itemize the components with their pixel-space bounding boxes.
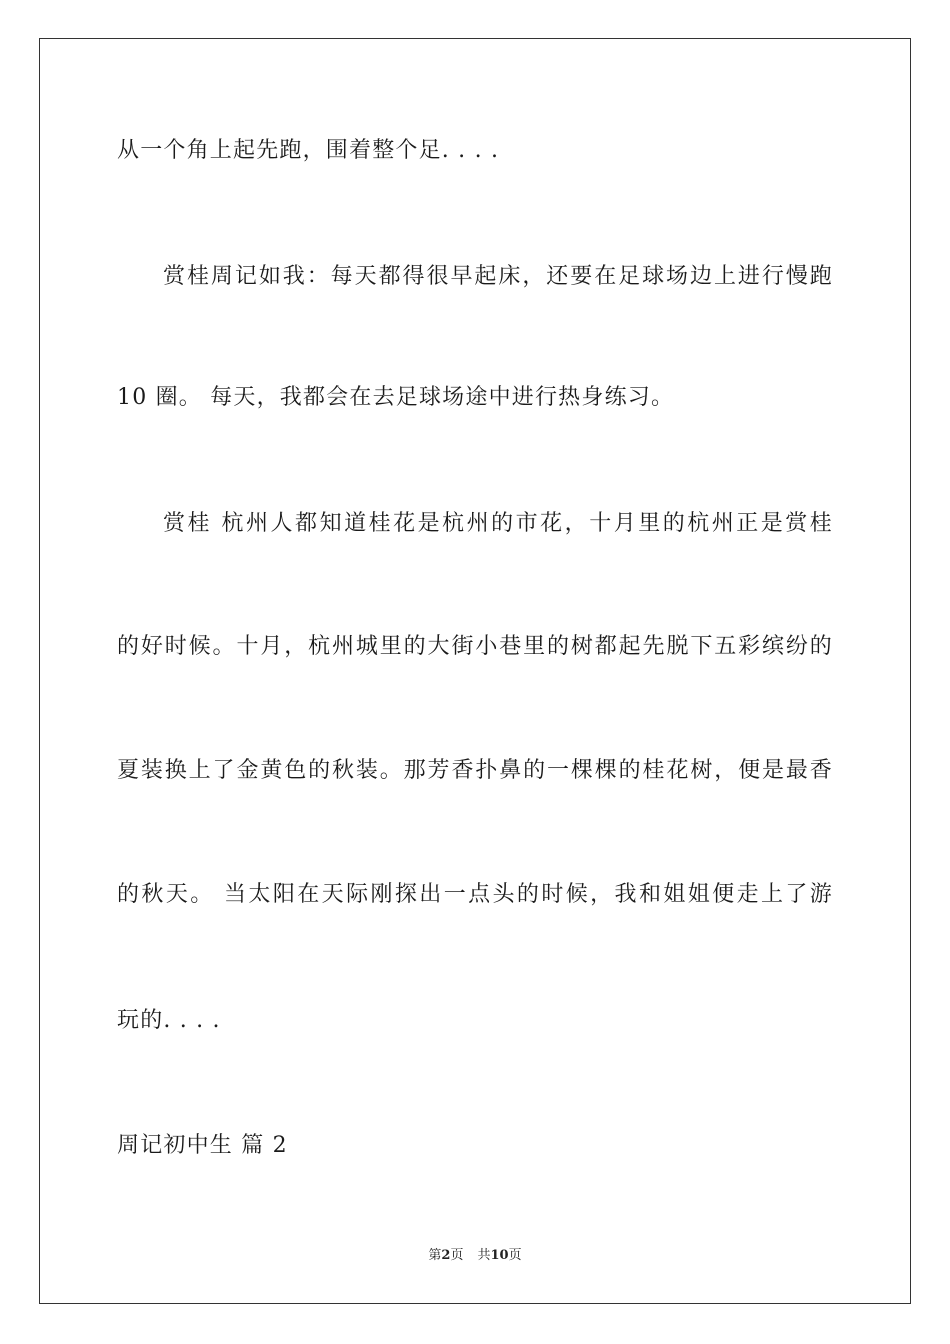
footer-page-suffix: 页: [450, 1248, 464, 1263]
footer-page-number: 2: [441, 1248, 451, 1263]
footer-total-pages: 10: [490, 1248, 509, 1263]
text-line-3: 10 圈。 每天，我都会在去足球场途中进行热身练习。: [117, 385, 675, 410]
page-frame: [39, 38, 911, 1304]
text-line-4: 赏桂 杭州人都知道桂花是杭州的市花，十月里的杭州正是赏桂: [163, 511, 833, 536]
footer-total-suffix: 页: [508, 1248, 522, 1263]
text-line-6: 夏装换上了金黄色的秋装。那芳香扑鼻的一棵棵的桂花树，便是最香: [117, 758, 833, 783]
text-line-7: 的秋天。 当太阳在天际刚探出一点头的时候，我和姐姐便走上了游: [117, 882, 833, 907]
text-line-5: 的好时候。十月，杭州城里的大街小巷里的树都起先脱下五彩缤纷的: [117, 634, 833, 659]
text-line-2: 赏桂周记如我：每天都得很早起床，还要在足球场边上进行慢跑: [163, 264, 833, 289]
section-heading: 周记初中生 篇 2: [117, 1133, 288, 1158]
page-footer: [0, 1247, 950, 1265]
text-line-8: 玩的. . . .: [117, 1008, 221, 1033]
text-line-1: 从一个角上起先跑，围着整个足. . . .: [117, 138, 500, 163]
footer-page-prefix: 第: [428, 1248, 442, 1263]
footer-total-prefix: 共: [477, 1248, 491, 1263]
